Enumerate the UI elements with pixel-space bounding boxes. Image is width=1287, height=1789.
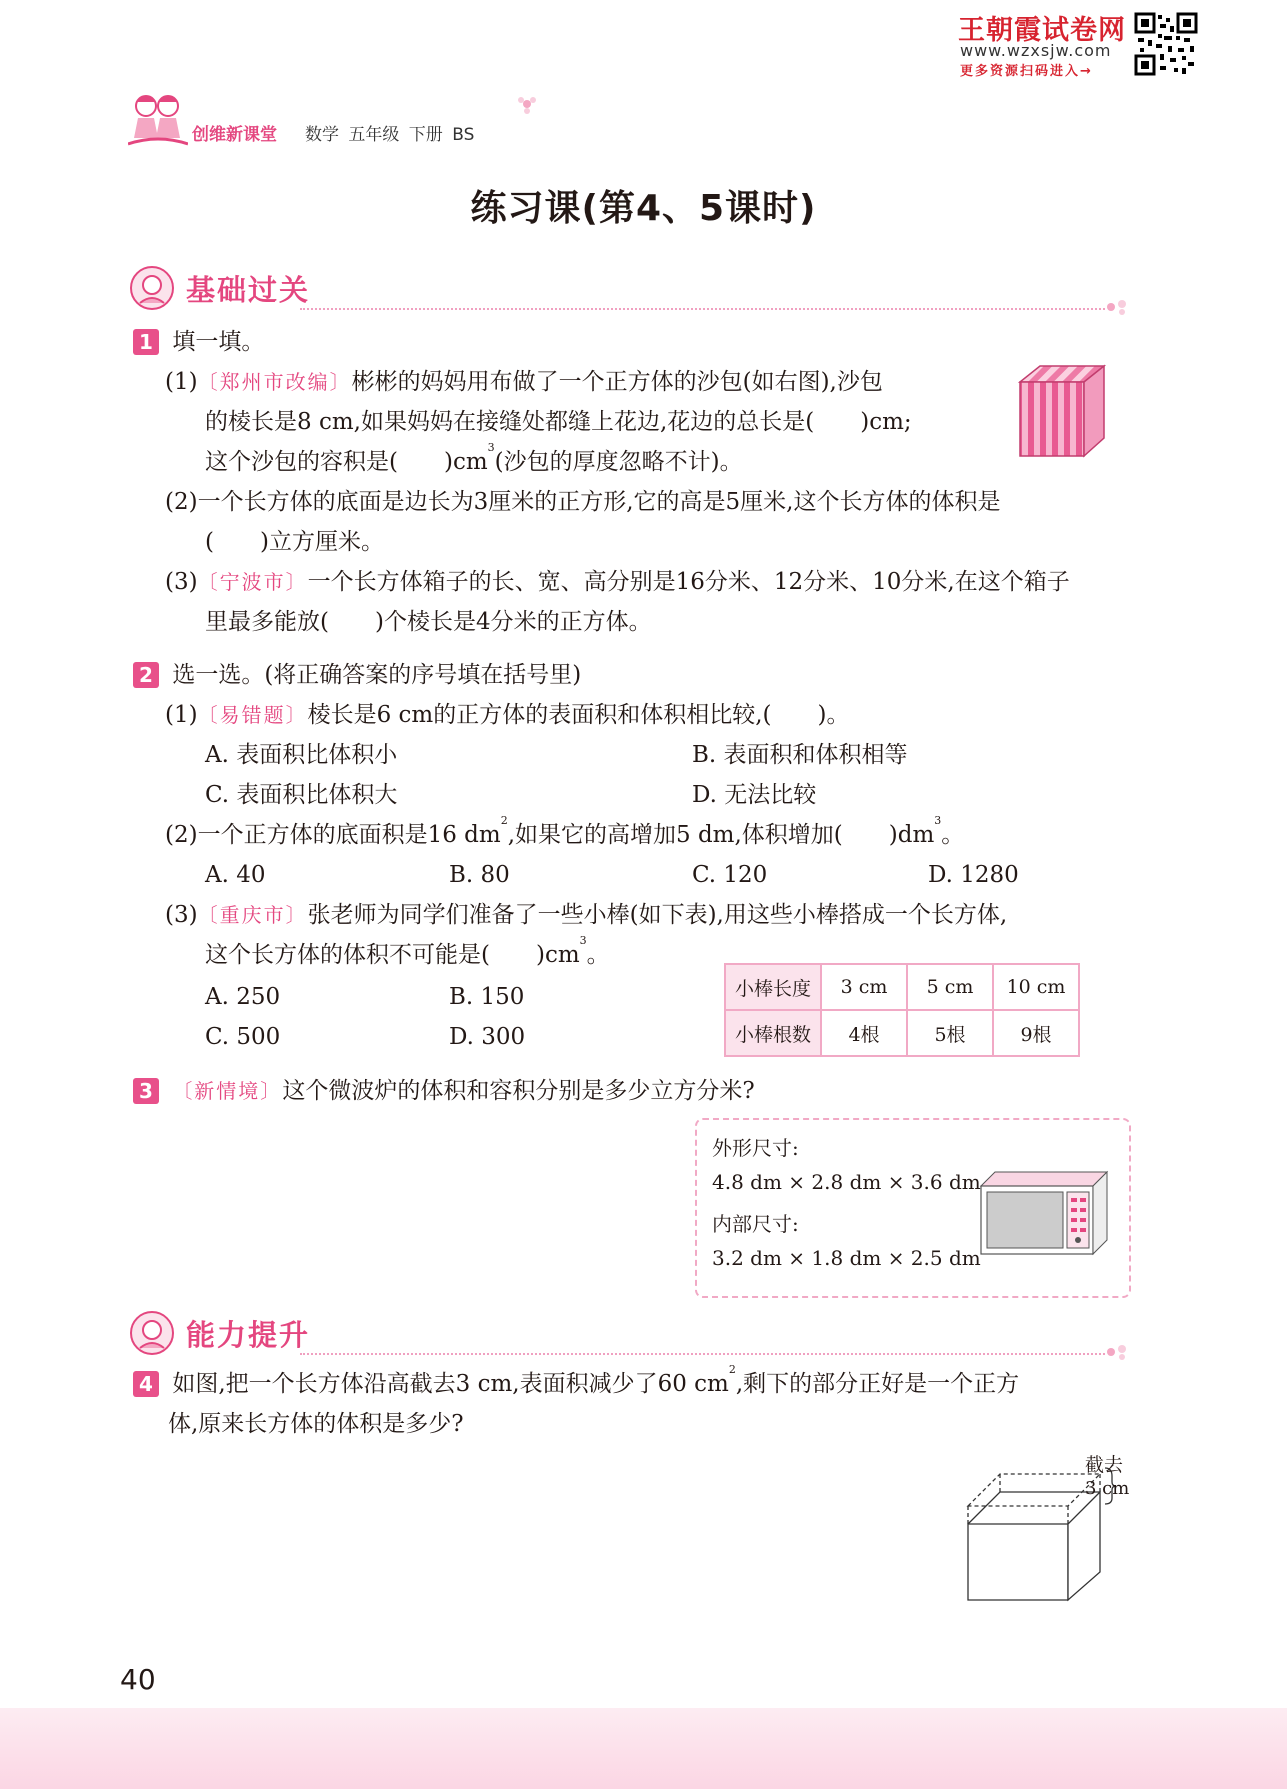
table-cell: 小棒根数 xyxy=(725,1010,821,1056)
section-title-advanced: 能力提升 xyxy=(186,1318,311,1352)
option-a[interactable]: A. 250 xyxy=(205,984,281,1010)
part-number: (3) xyxy=(165,902,198,928)
question-number: 3 xyxy=(133,1078,159,1104)
q1-part1-line1 xyxy=(165,362,883,402)
brand-slogan: 更多资源扫码进入→ xyxy=(960,64,1093,79)
question-text: ,如果它的高增加5 dm,体积增加( )dm xyxy=(507,822,935,848)
option-b[interactable]: B. 150 xyxy=(449,984,525,1010)
microwave-info-box xyxy=(695,1118,1131,1298)
question-text: (2)一个正方体的底面积是16 dm xyxy=(165,822,501,848)
q1-part1-line2: 的棱长是8 cm,如果妈妈在接缝处都缝上花边,花边的总长是( )cm; xyxy=(205,409,912,435)
option-c[interactable]: C. 500 xyxy=(205,1024,281,1050)
question-text: 这个微波炉的体积和容积分别是多少立方分米? xyxy=(282,1078,755,1104)
qr-code-icon[interactable] xyxy=(1134,12,1198,76)
table-cell: 小棒长度 xyxy=(725,964,821,1010)
part-number: (1) xyxy=(165,702,198,728)
q2-part2 xyxy=(165,815,964,855)
q1-part1-line3 xyxy=(205,442,743,482)
question-2-stem xyxy=(133,655,581,695)
table-row xyxy=(725,1010,1079,1056)
source-tag: 〔新情境〕 xyxy=(172,1079,283,1103)
superscript: 2 xyxy=(728,1363,736,1376)
source-tag: 〔易错题〕 xyxy=(197,703,308,727)
section-title-basic: 基础过关 xyxy=(186,273,311,307)
question-text: 填一填。 xyxy=(172,329,265,355)
table-cell: 3 cm xyxy=(821,964,907,1010)
figure-label-length: 3 cm xyxy=(1085,1478,1130,1499)
question-text: 。 xyxy=(941,822,965,848)
question-number: 4 xyxy=(133,1371,159,1397)
source-tag: 〔宁波市〕 xyxy=(197,570,308,594)
question-4-line2: 体,原来长方体的体积是多少? xyxy=(168,1411,464,1437)
option-d[interactable]: D. 300 xyxy=(449,1024,526,1050)
option-d[interactable]: D. 无法比较 xyxy=(692,782,817,808)
question-text: 一个长方体箱子的长、宽、高分别是16分米、12分米、10分米,在这个箱子 xyxy=(307,569,1070,595)
question-1-stem xyxy=(133,322,264,362)
subject-info: 数学 五年级 下册 BS xyxy=(305,125,475,145)
option-c[interactable]: C. 120 xyxy=(692,862,768,888)
dots-decoration-icon xyxy=(1105,1343,1131,1361)
dots-decoration-icon xyxy=(1105,298,1131,316)
table-cell: 5根 xyxy=(907,1010,993,1056)
q1-part2-line1: (2)一个长方体的底面是边长为3厘米的正方形,它的高是5厘米,这个长方体的体积是 xyxy=(165,489,1001,515)
kids-logo-icon xyxy=(128,88,188,154)
option-d[interactable]: D. 1280 xyxy=(928,862,1019,888)
box-label: 内部尺寸: xyxy=(712,1212,799,1236)
section-badge-icon xyxy=(128,265,176,311)
q2-part3-line2 xyxy=(205,935,610,975)
footer-band xyxy=(0,1708,1287,1789)
superscript: 2 xyxy=(500,814,508,827)
inner-dimensions: 3.2 dm × 1.8 dm × 2.5 dm xyxy=(712,1246,981,1270)
flower-decoration-icon xyxy=(515,92,539,116)
q2-part1 xyxy=(165,695,850,735)
brand-name: 王朝霞试卷网 xyxy=(958,15,1126,46)
section-divider xyxy=(300,308,1105,310)
q1-part3-line2: 里最多能放( )个棱长是4分米的正方体。 xyxy=(205,609,652,635)
question-text: 选一选。(将正确答案的序号填在括号里) xyxy=(172,662,582,688)
sandbag-cube-image xyxy=(1016,360,1108,460)
sticks-table xyxy=(724,963,1080,1057)
question-4-line1 xyxy=(133,1364,1019,1404)
option-a[interactable]: A. 表面积比体积小 xyxy=(205,742,398,768)
table-cell: 4根 xyxy=(821,1010,907,1056)
question-text: 这个长方体的体积不可能是( )cm xyxy=(205,942,580,968)
question-text: 张老师为同学们准备了一些小棒(如下表),用这些小棒搭成一个长方体, xyxy=(307,902,1008,928)
question-number: 1 xyxy=(133,329,159,355)
question-text: 彬彬的妈妈用布做了一个正方体的沙包(如右图),沙包 xyxy=(351,369,883,395)
question-text: 。 xyxy=(586,942,610,968)
figure-label-cut: 截去 xyxy=(1085,1454,1124,1476)
superscript: 3 xyxy=(934,814,942,827)
superscript: 3 xyxy=(579,934,587,947)
question-text: 这个沙包的容积是( )cm xyxy=(205,449,488,475)
microwave-image xyxy=(977,1168,1112,1258)
source-tag: 〔重庆市〕 xyxy=(197,903,308,927)
q1-part2-line2: ( )立方厘米。 xyxy=(205,529,384,555)
brand-url[interactable]: www.wzxsjw.com xyxy=(960,41,1112,60)
q2-part3-line1 xyxy=(165,895,1007,935)
part-number: (1) xyxy=(165,369,198,395)
part-number: (3) xyxy=(165,569,198,595)
option-b[interactable]: B. 80 xyxy=(449,862,510,888)
question-text: ,剩下的部分正好是一个正方 xyxy=(735,1371,1020,1397)
table-row xyxy=(725,964,1079,1010)
option-c[interactable]: C. 表面积比体积大 xyxy=(205,782,398,808)
table-cell: 10 cm xyxy=(993,964,1079,1010)
question-text: 棱长是6 cm的正方体的表面积和体积相比较,( )。 xyxy=(307,702,850,728)
question-3 xyxy=(133,1071,755,1111)
section-divider xyxy=(300,1353,1105,1355)
option-a[interactable]: A. 40 xyxy=(205,862,266,888)
table-cell: 9根 xyxy=(993,1010,1079,1056)
page-number: 40 xyxy=(120,1663,156,1696)
outer-dimensions: 4.8 dm × 2.8 dm × 3.6 dm xyxy=(712,1170,981,1194)
source-tag: 〔郑州市改编〕 xyxy=(197,370,352,394)
question-text: (沙包的厚度忽略不计)。 xyxy=(494,449,743,475)
superscript: 3 xyxy=(487,441,495,454)
table-cell: 5 cm xyxy=(907,964,993,1010)
q1-part3-line1 xyxy=(165,562,1070,602)
box-label: 外形尺寸: xyxy=(712,1136,799,1160)
question-text: 如图,把一个长方体沿高截去3 cm,表面积减少了60 cm xyxy=(172,1371,729,1397)
section-badge-icon xyxy=(128,1310,176,1356)
page-title: 练习课(第4、5课时) xyxy=(470,188,817,229)
question-number: 2 xyxy=(133,662,159,688)
option-b[interactable]: B. 表面积和体积相等 xyxy=(692,742,908,768)
series-name: 创维新课堂 xyxy=(192,125,277,145)
